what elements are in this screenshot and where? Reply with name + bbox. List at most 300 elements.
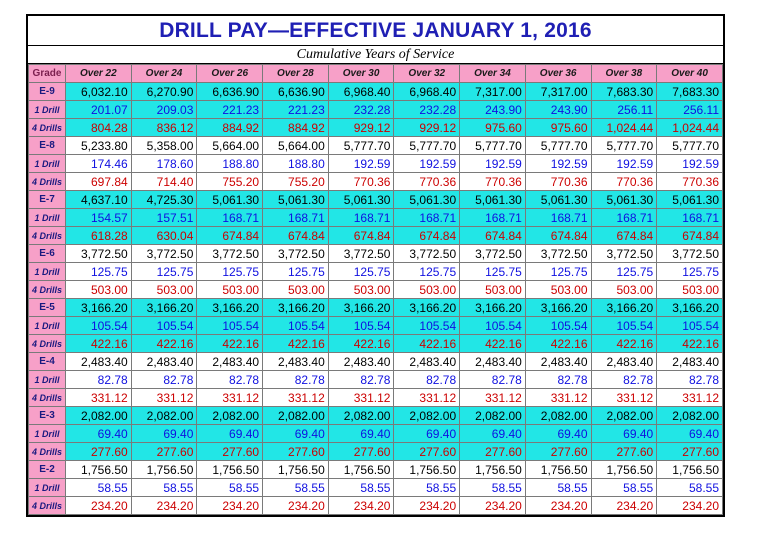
table-cell: 1,756.50 <box>328 461 394 479</box>
table-cell: 5,777.70 <box>591 137 657 155</box>
table-cell: 770.36 <box>657 173 723 191</box>
row-label: 1 Drill <box>29 101 66 119</box>
table-cell: 1,756.50 <box>394 461 460 479</box>
table-cell: 3,772.50 <box>197 245 263 263</box>
table-cell: 105.54 <box>66 317 132 335</box>
table-cell: 58.55 <box>591 479 657 497</box>
table-cell: 168.71 <box>263 209 329 227</box>
table-cell: 168.71 <box>328 209 394 227</box>
table-cell: 277.60 <box>328 443 394 461</box>
table-cell: 2,082.00 <box>66 407 132 425</box>
table-cell: 7,683.30 <box>657 83 723 101</box>
table-cell: 82.78 <box>263 371 329 389</box>
table-cell: 331.12 <box>328 389 394 407</box>
table-cell: 6,270.90 <box>131 83 197 101</box>
table-cell: 125.75 <box>263 263 329 281</box>
table-cell: 422.16 <box>131 335 197 353</box>
table-cell: 1,756.50 <box>591 461 657 479</box>
table-cell: 105.54 <box>328 317 394 335</box>
grade-column-header: Grade <box>29 65 66 83</box>
column-header: Over 36 <box>525 65 591 83</box>
table-cell: 5,061.30 <box>460 191 526 209</box>
table-cell: 618.28 <box>66 227 132 245</box>
table-row <box>29 371 723 389</box>
table-cell: 770.36 <box>460 173 526 191</box>
table-cell: 243.90 <box>460 101 526 119</box>
table-cell: 422.16 <box>460 335 526 353</box>
column-header: Over 24 <box>131 65 197 83</box>
table-cell: 697.84 <box>66 173 132 191</box>
table-cell: 58.55 <box>460 479 526 497</box>
table-cell: 804.28 <box>66 119 132 137</box>
table-cell: 503.00 <box>525 281 591 299</box>
table-row <box>29 245 723 263</box>
column-header: Over 26 <box>197 65 263 83</box>
table-row <box>29 443 723 461</box>
table-cell: 929.12 <box>328 119 394 137</box>
table-cell: 58.55 <box>657 479 723 497</box>
table-cell: 3,166.20 <box>460 299 526 317</box>
table-cell: 69.40 <box>460 425 526 443</box>
table-cell: 234.20 <box>263 497 329 515</box>
table-cell: 277.60 <box>197 443 263 461</box>
table-cell: 975.60 <box>525 119 591 137</box>
table-cell: 674.84 <box>197 227 263 245</box>
table-cell: 221.23 <box>263 101 329 119</box>
table-row <box>29 317 723 335</box>
table-cell: 192.59 <box>591 155 657 173</box>
table-cell: 3,166.20 <box>263 299 329 317</box>
table-cell: 3,166.20 <box>591 299 657 317</box>
table-cell: 201.07 <box>66 101 132 119</box>
table-cell: 2,082.00 <box>328 407 394 425</box>
table-cell: 1,756.50 <box>525 461 591 479</box>
table-cell: 234.20 <box>328 497 394 515</box>
table-cell: 331.12 <box>591 389 657 407</box>
table-cell: 1,024.44 <box>657 119 723 137</box>
table-cell: 157.51 <box>131 209 197 227</box>
table-cell: 2,082.00 <box>197 407 263 425</box>
table-cell: 2,483.40 <box>197 353 263 371</box>
table-cell: 2,483.40 <box>66 353 132 371</box>
table-cell: 503.00 <box>131 281 197 299</box>
table-cell: 331.12 <box>460 389 526 407</box>
column-header: Over 40 <box>657 65 723 83</box>
header-row <box>29 65 723 83</box>
table-row <box>29 335 723 353</box>
table-cell: 2,483.40 <box>591 353 657 371</box>
table-cell: 503.00 <box>460 281 526 299</box>
table-cell: 125.75 <box>591 263 657 281</box>
table-cell: 234.20 <box>460 497 526 515</box>
row-label: 1 Drill <box>29 263 66 281</box>
table-cell: 154.57 <box>66 209 132 227</box>
table-cell: 3,772.50 <box>591 245 657 263</box>
table-cell: 2,082.00 <box>460 407 526 425</box>
table-cell: 3,772.50 <box>460 245 526 263</box>
table-cell: 105.54 <box>657 317 723 335</box>
table-row <box>29 209 723 227</box>
table-subtitle: Cumulative Years of Service <box>28 46 723 64</box>
table-cell: 422.16 <box>525 335 591 353</box>
table-cell: 256.11 <box>591 101 657 119</box>
table-cell: 234.20 <box>525 497 591 515</box>
table-cell: 82.78 <box>131 371 197 389</box>
table-row <box>29 173 723 191</box>
table-cell: 674.84 <box>657 227 723 245</box>
table-cell: 4,637.10 <box>66 191 132 209</box>
table-cell: 5,664.00 <box>197 137 263 155</box>
row-label: E-6 <box>29 245 66 263</box>
table-cell: 975.60 <box>460 119 526 137</box>
row-label: 4 Drills <box>29 389 66 407</box>
table-row <box>29 479 723 497</box>
table-cell: 5,061.30 <box>394 191 460 209</box>
table-cell: 69.40 <box>328 425 394 443</box>
row-label: E-3 <box>29 407 66 425</box>
table-cell: 58.55 <box>197 479 263 497</box>
table-cell: 422.16 <box>197 335 263 353</box>
table-cell: 3,772.50 <box>525 245 591 263</box>
table-row <box>29 155 723 173</box>
table-cell: 422.16 <box>66 335 132 353</box>
table-cell: 503.00 <box>394 281 460 299</box>
table-cell: 331.12 <box>657 389 723 407</box>
table-cell: 105.54 <box>525 317 591 335</box>
row-label: E-9 <box>29 83 66 101</box>
table-cell: 5,061.30 <box>591 191 657 209</box>
table-row <box>29 299 723 317</box>
drill-pay-sheet <box>26 14 725 517</box>
column-header: Over 30 <box>328 65 394 83</box>
table-cell: 82.78 <box>591 371 657 389</box>
table-cell: 2,483.40 <box>328 353 394 371</box>
table-cell: 82.78 <box>394 371 460 389</box>
row-label: 1 Drill <box>29 209 66 227</box>
table-cell: 243.90 <box>525 101 591 119</box>
table-cell: 192.59 <box>525 155 591 173</box>
table-cell: 2,082.00 <box>657 407 723 425</box>
table-cell: 188.80 <box>197 155 263 173</box>
table-cell: 234.20 <box>657 497 723 515</box>
table-cell: 2,483.40 <box>657 353 723 371</box>
table-cell: 168.71 <box>657 209 723 227</box>
table-cell: 5,777.70 <box>525 137 591 155</box>
table-cell: 5,777.70 <box>657 137 723 155</box>
table-cell: 69.40 <box>197 425 263 443</box>
table-cell: 168.71 <box>591 209 657 227</box>
page-title: DRILL PAY—EFFECTIVE JANUARY 1, 2016 <box>28 16 723 46</box>
table-cell: 503.00 <box>263 281 329 299</box>
table-cell: 234.20 <box>591 497 657 515</box>
table-cell: 234.20 <box>131 497 197 515</box>
table-cell: 277.60 <box>66 443 132 461</box>
table-row <box>29 191 723 209</box>
table-cell: 331.12 <box>131 389 197 407</box>
table-cell: 6,968.40 <box>394 83 460 101</box>
table-cell: 125.75 <box>394 263 460 281</box>
table-cell: 192.59 <box>328 155 394 173</box>
table-cell: 277.60 <box>131 443 197 461</box>
table-cell: 5,061.30 <box>263 191 329 209</box>
table-cell: 3,772.50 <box>131 245 197 263</box>
table-cell: 503.00 <box>328 281 394 299</box>
table-cell: 2,082.00 <box>131 407 197 425</box>
table-row <box>29 119 723 137</box>
table-cell: 2,483.40 <box>460 353 526 371</box>
row-label: 1 Drill <box>29 425 66 443</box>
table-cell: 1,756.50 <box>263 461 329 479</box>
table-cell: 69.40 <box>591 425 657 443</box>
table-cell: 6,636.90 <box>197 83 263 101</box>
table-cell: 125.75 <box>657 263 723 281</box>
table-cell: 125.75 <box>328 263 394 281</box>
table-row <box>29 425 723 443</box>
table-cell: 69.40 <box>394 425 460 443</box>
table-cell: 3,772.50 <box>263 245 329 263</box>
table-cell: 755.20 <box>197 173 263 191</box>
row-label: E-8 <box>29 137 66 155</box>
table-cell: 277.60 <box>591 443 657 461</box>
table-cell: 422.16 <box>394 335 460 353</box>
table-cell: 221.23 <box>197 101 263 119</box>
table-row <box>29 227 723 245</box>
table-cell: 192.59 <box>657 155 723 173</box>
table-cell: 256.11 <box>657 101 723 119</box>
row-label: 1 Drill <box>29 317 66 335</box>
row-label: 1 Drill <box>29 479 66 497</box>
table-cell: 7,317.00 <box>525 83 591 101</box>
table-cell: 125.75 <box>66 263 132 281</box>
table-cell: 5,777.70 <box>394 137 460 155</box>
table-cell: 105.54 <box>131 317 197 335</box>
table-cell: 69.40 <box>525 425 591 443</box>
table-cell: 5,061.30 <box>328 191 394 209</box>
table-cell: 69.40 <box>263 425 329 443</box>
table-cell: 277.60 <box>657 443 723 461</box>
table-cell: 5,061.30 <box>197 191 263 209</box>
table-cell: 1,756.50 <box>131 461 197 479</box>
table-cell: 630.04 <box>131 227 197 245</box>
table-cell: 192.59 <box>394 155 460 173</box>
table-cell: 674.84 <box>328 227 394 245</box>
table-cell: 58.55 <box>66 479 132 497</box>
table-cell: 503.00 <box>591 281 657 299</box>
table-cell: 2,483.40 <box>394 353 460 371</box>
table-row <box>29 461 723 479</box>
table-cell: 884.92 <box>197 119 263 137</box>
table-cell: 770.36 <box>394 173 460 191</box>
table-cell: 125.75 <box>460 263 526 281</box>
table-cell: 58.55 <box>131 479 197 497</box>
table-row <box>29 407 723 425</box>
table-cell: 3,166.20 <box>66 299 132 317</box>
table-cell: 3,166.20 <box>657 299 723 317</box>
table-cell: 2,082.00 <box>591 407 657 425</box>
table-cell: 82.78 <box>197 371 263 389</box>
row-label: 4 Drills <box>29 335 66 353</box>
table-body <box>29 83 723 515</box>
table-cell: 3,772.50 <box>657 245 723 263</box>
table-cell: 82.78 <box>66 371 132 389</box>
table-cell: 82.78 <box>657 371 723 389</box>
table-cell: 5,358.00 <box>131 137 197 155</box>
table-cell: 192.59 <box>460 155 526 173</box>
table-cell: 2,483.40 <box>525 353 591 371</box>
row-label: 4 Drills <box>29 227 66 245</box>
row-label: 1 Drill <box>29 155 66 173</box>
table-cell: 2,082.00 <box>394 407 460 425</box>
table-row <box>29 353 723 371</box>
table-row <box>29 497 723 515</box>
table-cell: 755.20 <box>263 173 329 191</box>
row-label: 4 Drills <box>29 443 66 461</box>
table-row <box>29 101 723 119</box>
table-cell: 7,317.00 <box>460 83 526 101</box>
table-cell: 836.12 <box>131 119 197 137</box>
table-cell: 770.36 <box>328 173 394 191</box>
table-cell: 3,166.20 <box>131 299 197 317</box>
table-cell: 6,968.40 <box>328 83 394 101</box>
table-cell: 168.71 <box>525 209 591 227</box>
table-cell: 58.55 <box>328 479 394 497</box>
table-cell: 3,166.20 <box>197 299 263 317</box>
table-cell: 331.12 <box>197 389 263 407</box>
row-label: E-7 <box>29 191 66 209</box>
table-cell: 277.60 <box>525 443 591 461</box>
table-cell: 2,483.40 <box>131 353 197 371</box>
table-cell: 105.54 <box>263 317 329 335</box>
table-row <box>29 263 723 281</box>
table-cell: 674.84 <box>263 227 329 245</box>
table-cell: 2,082.00 <box>525 407 591 425</box>
table-cell: 674.84 <box>591 227 657 245</box>
table-cell: 277.60 <box>460 443 526 461</box>
table-cell: 422.16 <box>591 335 657 353</box>
table-row <box>29 281 723 299</box>
table-cell: 232.28 <box>394 101 460 119</box>
table-cell: 3,166.20 <box>328 299 394 317</box>
table-row <box>29 389 723 407</box>
column-header: Over 38 <box>591 65 657 83</box>
table-cell: 277.60 <box>394 443 460 461</box>
column-header: Over 34 <box>460 65 526 83</box>
table-cell: 125.75 <box>525 263 591 281</box>
table-cell: 209.03 <box>131 101 197 119</box>
row-label: 4 Drills <box>29 281 66 299</box>
table-cell: 82.78 <box>328 371 394 389</box>
table-cell: 929.12 <box>394 119 460 137</box>
table-cell: 503.00 <box>197 281 263 299</box>
table-cell: 178.60 <box>131 155 197 173</box>
table-cell: 188.80 <box>263 155 329 173</box>
table-cell: 6,032.10 <box>66 83 132 101</box>
table-cell: 331.12 <box>66 389 132 407</box>
table-cell: 1,756.50 <box>66 461 132 479</box>
row-label: 4 Drills <box>29 497 66 515</box>
table-cell: 4,725.30 <box>131 191 197 209</box>
table-cell: 422.16 <box>657 335 723 353</box>
table-cell: 3,772.50 <box>394 245 460 263</box>
table-cell: 2,082.00 <box>263 407 329 425</box>
table-cell: 82.78 <box>525 371 591 389</box>
table-cell: 770.36 <box>525 173 591 191</box>
row-label: 1 Drill <box>29 371 66 389</box>
table-cell: 1,756.50 <box>197 461 263 479</box>
table-cell: 714.40 <box>131 173 197 191</box>
table-cell: 422.16 <box>328 335 394 353</box>
table-cell: 69.40 <box>131 425 197 443</box>
table-cell: 234.20 <box>394 497 460 515</box>
row-label: E-4 <box>29 353 66 371</box>
table-cell: 3,166.20 <box>525 299 591 317</box>
table-cell: 503.00 <box>66 281 132 299</box>
column-header: Over 28 <box>263 65 329 83</box>
table-cell: 82.78 <box>460 371 526 389</box>
drill-pay-table <box>28 64 723 515</box>
table-cell: 58.55 <box>394 479 460 497</box>
table-cell: 3,166.20 <box>394 299 460 317</box>
table-cell: 5,061.30 <box>525 191 591 209</box>
table-cell: 503.00 <box>657 281 723 299</box>
table-cell: 168.71 <box>394 209 460 227</box>
table-cell: 6,636.90 <box>263 83 329 101</box>
row-label: E-5 <box>29 299 66 317</box>
table-cell: 1,024.44 <box>591 119 657 137</box>
table-cell: 331.12 <box>394 389 460 407</box>
table-cell: 105.54 <box>460 317 526 335</box>
table-cell: 105.54 <box>591 317 657 335</box>
table-cell: 69.40 <box>657 425 723 443</box>
table-row <box>29 83 723 101</box>
table-cell: 5,777.70 <box>460 137 526 155</box>
table-cell: 422.16 <box>263 335 329 353</box>
table-cell: 674.84 <box>460 227 526 245</box>
table-cell: 58.55 <box>525 479 591 497</box>
table-cell: 674.84 <box>394 227 460 245</box>
table-cell: 5,664.00 <box>263 137 329 155</box>
table-cell: 105.54 <box>394 317 460 335</box>
column-header: Over 32 <box>394 65 460 83</box>
row-label: 4 Drills <box>29 119 66 137</box>
column-header: Over 22 <box>66 65 132 83</box>
table-cell: 168.71 <box>197 209 263 227</box>
table-cell: 5,061.30 <box>657 191 723 209</box>
table-row <box>29 137 723 155</box>
table-cell: 168.71 <box>460 209 526 227</box>
table-cell: 234.20 <box>197 497 263 515</box>
table-cell: 105.54 <box>197 317 263 335</box>
table-cell: 58.55 <box>263 479 329 497</box>
table-cell: 331.12 <box>525 389 591 407</box>
row-label: 4 Drills <box>29 173 66 191</box>
table-cell: 770.36 <box>591 173 657 191</box>
table-cell: 69.40 <box>66 425 132 443</box>
table-cell: 125.75 <box>197 263 263 281</box>
table-cell: 3,772.50 <box>328 245 394 263</box>
table-cell: 884.92 <box>263 119 329 137</box>
table-cell: 5,233.80 <box>66 137 132 155</box>
table-cell: 125.75 <box>131 263 197 281</box>
table-cell: 3,772.50 <box>66 245 132 263</box>
table-cell: 174.46 <box>66 155 132 173</box>
row-label: E-2 <box>29 461 66 479</box>
table-cell: 5,777.70 <box>328 137 394 155</box>
table-cell: 2,483.40 <box>263 353 329 371</box>
table-cell: 234.20 <box>66 497 132 515</box>
table-cell: 232.28 <box>328 101 394 119</box>
table-cell: 674.84 <box>525 227 591 245</box>
